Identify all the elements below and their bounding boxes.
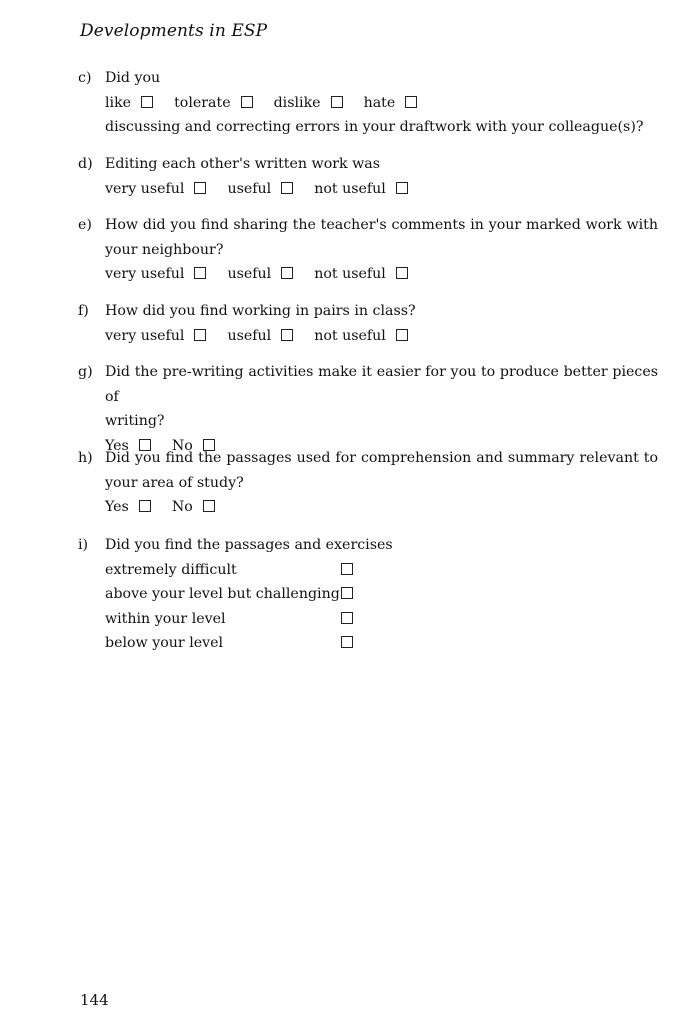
option-label: not useful [314,266,386,282]
checkbox[interactable] [341,636,353,648]
option-label: very useful [105,266,185,282]
checkbox[interactable] [141,96,153,108]
checkbox[interactable] [194,267,206,279]
question-letter: c) [78,70,92,86]
option-label: useful [227,266,272,282]
option-label: useful [227,327,272,344]
question-text: Did the pre-writing activities make it easier for you to produce better pieces of [105,364,658,405]
option-row [105,262,658,287]
question-text: writing? [105,413,165,429]
option-label: not useful [314,327,386,344]
question-text: Did you [105,70,161,86]
option-label: like [105,94,132,111]
question-text: your area of study? [105,474,244,491]
option-label: No [171,437,193,454]
checkbox[interactable] [396,329,408,341]
option-label: useful [227,180,272,197]
option-row [105,607,658,632]
checkbox[interactable] [203,500,215,512]
option-row [105,558,658,583]
option-label: dislike [273,94,321,111]
question-e [78,213,658,287]
question-letter: h) [78,450,93,466]
option-label: not useful [314,180,386,197]
option-label: Yes [105,437,129,454]
question-c [78,66,658,140]
question-letter: f) [78,303,89,319]
option-label: below your level [105,635,224,651]
option-row [105,582,658,607]
checkbox[interactable] [194,329,206,341]
checkbox[interactable] [405,96,417,108]
option-row [105,631,658,656]
checkbox[interactable] [281,329,293,341]
option-row [105,324,658,349]
question-letter: i) [78,537,89,553]
question-text: Did you find the passages and exercises [105,537,393,553]
checkbox[interactable] [341,563,353,575]
question-h [78,446,658,520]
checkbox[interactable] [241,96,253,108]
option-row [105,177,658,202]
question-g [78,360,658,458]
option-label: within your level [105,610,226,627]
question-d [78,152,658,201]
option-label: very useful [105,180,185,197]
question-text: Editing each other's written work was [105,156,381,172]
question-letter: d) [78,156,93,172]
option-label: extremely difficult [105,561,237,578]
option-row [105,91,658,116]
option-label: above your level but challenging [105,586,340,602]
question-text: How did you find sharing the teacher's comments in your marked work with [105,217,658,233]
checkbox[interactable] [139,500,151,512]
checkbox[interactable] [396,267,408,279]
running-header: Developments in ESP [80,21,268,41]
question-text: your neighbour? [105,241,224,258]
option-label: Yes [105,499,129,515]
question-f [78,299,658,348]
option-row [105,495,658,520]
question-i [78,533,658,656]
question-text: Did you find the passages used for comprehension and summary relevant to [105,450,658,466]
option-label: very useful [105,327,185,344]
question-text: How did you find working in pairs in class? [105,303,416,319]
checkbox[interactable] [396,182,408,194]
question-text: discussing and correcting errors in your draftwork with your colleague(s)? [105,119,644,135]
question-letter: g) [78,364,93,380]
checkbox[interactable] [341,587,353,599]
option-label: tolerate [174,94,231,111]
checkbox[interactable] [194,182,206,194]
page-number: 144 [80,991,109,1009]
checkbox[interactable] [281,267,293,279]
checkbox[interactable] [281,182,293,194]
option-label: hate [363,94,396,111]
checkbox[interactable] [341,612,353,624]
checkbox[interactable] [331,96,343,108]
option-label: No [171,499,193,515]
question-letter: e) [78,217,92,233]
